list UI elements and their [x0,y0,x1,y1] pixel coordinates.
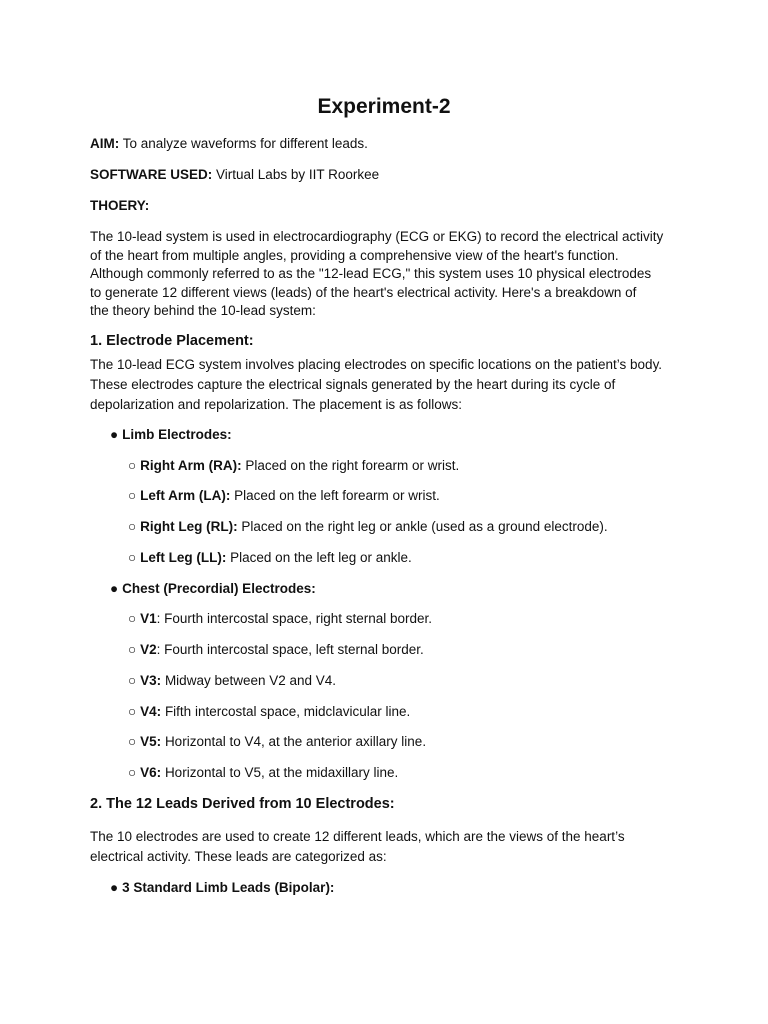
bullet-circle-icon: ○ [128,704,137,719]
software-text: Virtual Labs by IIT Roorkee [216,167,380,182]
section1-paragraph [90,355,680,415]
item-text: Placed on the left leg or ankle. [230,550,412,565]
item-text: Placed on the right leg or ankle (used as a ground electrode). [241,519,608,534]
item-text: Horizontal to V5, at the midaxillary line. [164,765,399,780]
list-item [128,672,336,690]
item-label: V4: [140,704,162,719]
item-text: Fifth intercostal space, midclavicular line. [164,704,411,719]
item-label: Left Arm (LA): [140,488,231,503]
list-item [128,764,398,782]
item-text: : Fourth intercostal space, left sternal border. [156,642,424,657]
section2-paragraph [90,827,680,867]
bullet-circle-icon: ○ [128,458,137,473]
item-text: Midway between V2 and V4. [164,673,337,688]
bullet-dot-icon: ● [110,427,119,442]
aim-text: To analyze waveforms for different leads. [122,136,368,151]
software-label: SOFTWARE USED: [90,167,213,182]
item-label: Left Leg (LL): [140,550,227,565]
list-item [128,610,432,628]
bullet-dot-icon: ● [110,880,119,895]
bullet-circle-icon: ○ [128,734,137,749]
list-item [128,703,410,721]
bullet-circle-icon: ○ [128,673,137,688]
intro-line: the theory behind the 10-lead system: [90,303,316,318]
item-label: V3: [140,673,162,688]
limb-electrodes-bullet [110,426,232,444]
limb-leads-heading: 3 Standard Limb Leads (Bipolar): [122,880,335,895]
item-label: V1 [140,611,157,626]
section1-line: The 10-lead ECG system involves placing electrodes on specific locations on the patient’s body. [90,357,663,372]
section2-line: electrical activity. These leads are categorized as: [90,849,387,864]
chest-electrodes-bullet [110,580,316,598]
list-item [128,641,424,659]
section1-heading: 1. Electrode Placement: [90,333,254,349]
intro-line: of the heart from multiple angles, providing a comprehensive view of the heart's function. [90,247,619,263]
bullet-circle-icon: ○ [128,611,137,626]
intro-line: Although commonly referred to as the "12-lead ECG," this system uses 10 physical electrodes [90,266,652,281]
item-label: Right Arm (RA): [140,458,242,473]
software-line [90,166,379,184]
intro-line: to generate 12 different views (leads) of the heart's electrical activity. Here's a breakdown of [90,284,637,300]
intro-paragraph [90,228,680,321]
theory-label: THOERY: [90,198,150,213]
list-item [128,518,608,536]
item-label: Right Leg (RL): [140,519,238,534]
page-title: Experiment-2 [317,95,451,118]
item-text: : Fourth intercostal space, right sternal border. [156,611,433,626]
item-label: V2 [140,642,157,657]
list-item [128,733,426,751]
section1-line: depolarization and repolarization. The placement is as follows: [90,397,462,412]
bullet-circle-icon: ○ [128,488,137,503]
section2-line: The 10 electrodes are used to create 12 different leads, which are the views of the heart’s [90,829,625,844]
item-label: V6: [140,765,162,780]
standard-limb-leads-bullet [110,879,334,897]
chest-heading: Chest (Precordial) Electrodes: [122,581,316,596]
section2-heading: 2. The 12 Leads Derived from 10 Electrodes: [90,796,395,812]
bullet-circle-icon: ○ [128,550,137,565]
bullet-circle-icon: ○ [128,765,137,780]
intro-line: The 10-lead system is used in electrocardiography (ECG or EKG) to record the electrical activity [90,229,664,244]
list-item [128,457,459,475]
item-text: Placed on the left forearm or wrist. [234,488,440,503]
bullet-circle-icon: ○ [128,642,137,657]
list-item [128,549,412,567]
limb-heading: Limb Electrodes: [122,427,232,442]
item-text: Horizontal to V4, at the anterior axillary line. [164,734,427,749]
section1-line: These electrodes capture the electrical signals generated by the heart during its cycle of [90,377,616,392]
item-text: Placed on the right forearm or wrist. [245,458,460,473]
bullet-dot-icon: ● [110,581,119,596]
aim-label: AIM: [90,136,120,151]
aim-line [90,135,368,153]
item-label: V5: [140,734,162,749]
bullet-circle-icon: ○ [128,519,137,534]
list-item [128,487,440,505]
